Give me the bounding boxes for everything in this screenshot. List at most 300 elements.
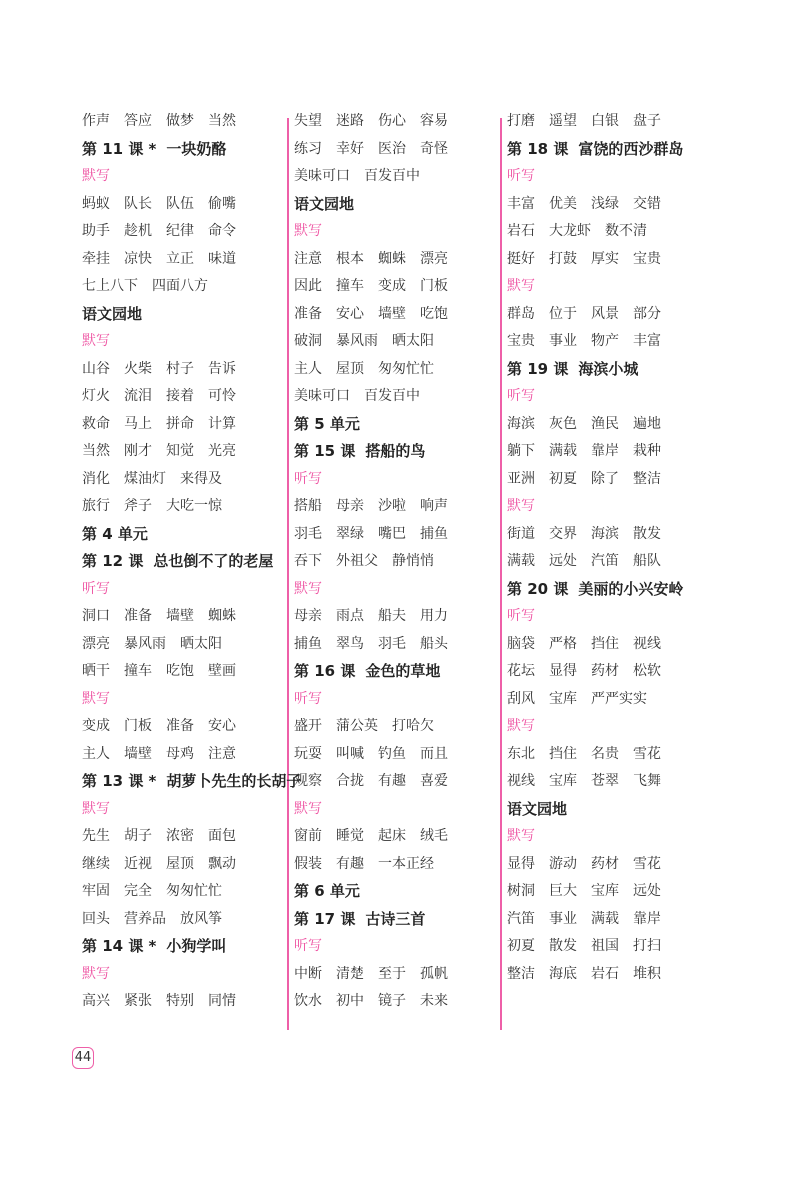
- word-item: 屋顶: [166, 855, 194, 872]
- word-item: 优美: [549, 195, 577, 212]
- word-item: 起床: [378, 828, 406, 844]
- word-item: 马上: [124, 415, 152, 432]
- word-item: 浅绿: [591, 195, 619, 212]
- word-item: 百发百中: [364, 168, 420, 184]
- word-item: 撞车: [124, 663, 152, 679]
- word-item: 告诉: [208, 360, 236, 377]
- word-item: 煤油灯: [124, 470, 166, 487]
- word-item: 可怜: [208, 388, 236, 404]
- lesson-heading: [82, 768, 302, 796]
- lesson-heading: [507, 576, 717, 604]
- word-item: 整洁: [633, 470, 661, 487]
- word-item: 翠绿: [336, 525, 364, 542]
- word-row: [294, 521, 494, 549]
- word-item: 吃饱: [166, 663, 194, 679]
- word-item: 满载: [591, 910, 619, 927]
- word-item: 趁机: [124, 223, 152, 239]
- word-item: 搭船: [294, 498, 322, 514]
- word-item: 容易: [420, 113, 448, 129]
- word-item: 海滨: [591, 525, 619, 542]
- word-item: 汽笛: [507, 910, 535, 927]
- word-item: 主人: [294, 360, 322, 377]
- word-item: 漂亮: [82, 635, 110, 652]
- word-item: 饮水: [294, 993, 322, 1009]
- word-item: 漂亮: [420, 250, 448, 267]
- word-item: 雪花: [633, 745, 661, 762]
- word-item: 洞口: [82, 608, 110, 624]
- exercise-mode-label: 默写: [82, 333, 110, 349]
- word-item: 视线: [633, 635, 661, 652]
- lesson-heading: [82, 548, 282, 576]
- word-item: 来得及: [180, 470, 222, 487]
- word-item: 宝库: [549, 773, 577, 789]
- word-item: 晒太阳: [392, 333, 434, 349]
- word-item: 雨点: [336, 608, 364, 624]
- word-row: [82, 246, 282, 274]
- word-row: [294, 328, 494, 356]
- word-item: 山谷: [82, 360, 110, 377]
- word-item: 伤心: [378, 113, 406, 129]
- word-item: 挡住: [591, 635, 619, 652]
- word-item: 蜘蛛: [378, 250, 406, 267]
- word-item: 响声: [420, 498, 448, 514]
- word-item: 知觉: [166, 443, 194, 459]
- column-1: [82, 108, 302, 1016]
- word-row: [82, 356, 282, 384]
- word-item: 白银: [591, 113, 619, 129]
- word-item: 消化: [82, 470, 110, 487]
- word-item: 丰富: [633, 333, 661, 349]
- word-item: 满载: [507, 553, 535, 569]
- exercise-mode-label: 默写: [82, 168, 110, 184]
- word-row: [507, 301, 717, 329]
- word-row: [294, 631, 494, 659]
- word-item: 盘子: [633, 113, 661, 129]
- column-divider: [500, 118, 502, 1030]
- word-item: 叫喊: [336, 745, 364, 762]
- word-item: 数不清: [605, 223, 647, 239]
- exercise-mode-label: 默写: [82, 690, 110, 707]
- word-item: 一本正经: [378, 855, 434, 872]
- word-item: 渔民: [591, 415, 619, 432]
- word-item: 失望: [294, 113, 322, 129]
- word-item: 特别: [166, 993, 194, 1009]
- word-item: 汽笛: [591, 553, 619, 569]
- word-item: 东北: [507, 745, 535, 762]
- word-item: 显得: [507, 855, 535, 872]
- word-item: 变成: [378, 278, 406, 294]
- word-item: 暴风雨: [124, 635, 166, 652]
- lesson-title: 总也倒不了的老屋: [153, 552, 274, 570]
- word-row: [507, 933, 717, 961]
- word-item: 母亲: [294, 608, 322, 624]
- word-item: 堆积: [633, 965, 661, 982]
- word-item: 同情: [208, 993, 236, 1009]
- word-item: 翠鸟: [336, 635, 364, 652]
- word-row: [507, 521, 717, 549]
- lesson-title: 一块奶酪: [166, 139, 227, 158]
- lesson-heading: [294, 658, 494, 686]
- word-row: [82, 851, 282, 879]
- word-item: 计算: [208, 415, 236, 432]
- lesson-number: 第 19 课: [507, 359, 569, 378]
- word-item: 作声: [82, 113, 110, 129]
- word-row: [82, 713, 282, 741]
- word-item: 遥望: [549, 113, 577, 129]
- word-item: 牢固: [82, 883, 110, 899]
- word-item: 根本: [336, 250, 364, 267]
- lesson-heading: [294, 438, 494, 466]
- word-item: 吞下: [294, 553, 322, 569]
- word-item: 宝库: [549, 690, 577, 707]
- word-item: 练习: [294, 140, 322, 157]
- word-row: [294, 136, 494, 164]
- word-item: 厚实: [591, 250, 619, 267]
- word-item: 飞舞: [633, 773, 661, 789]
- word-item: 当然: [208, 113, 236, 129]
- word-item: 七上八下: [82, 278, 138, 294]
- word-item: 部分: [633, 305, 661, 322]
- word-item: 百发百中: [364, 388, 420, 404]
- word-item: 有趣: [336, 855, 364, 872]
- word-item: 四面八方: [152, 278, 208, 294]
- word-item: 救命: [82, 415, 110, 432]
- lesson-number: 第 13 课 *: [82, 772, 157, 790]
- lesson-title: 古诗三首: [365, 909, 426, 928]
- word-item: 光亮: [208, 443, 236, 459]
- exercise-mode-label: 听写: [294, 938, 322, 954]
- exercise-mode-label: 默写: [82, 800, 110, 817]
- word-item: 雪花: [633, 855, 661, 872]
- lesson-heading: [507, 356, 717, 384]
- word-item: 助手: [82, 223, 110, 239]
- word-row: [82, 878, 282, 906]
- word-item: 药材: [591, 663, 619, 679]
- word-item: 除了: [591, 470, 619, 487]
- word-item: 苍翠: [591, 773, 619, 789]
- word-item: 交错: [633, 195, 661, 212]
- word-item: 事业: [549, 910, 577, 927]
- word-item: 大吃一惊: [166, 498, 222, 514]
- word-item: 面包: [208, 828, 236, 844]
- word-item: 高兴: [82, 993, 110, 1009]
- word-row: [294, 548, 494, 576]
- word-item: 树洞: [507, 883, 535, 899]
- word-item: 墙壁: [166, 608, 194, 624]
- word-item: 注意: [294, 250, 322, 267]
- word-item: 靠岸: [591, 443, 619, 459]
- word-item: 钓鱼: [378, 745, 406, 762]
- word-item: 严严实实: [591, 690, 647, 707]
- word-item: 放风筝: [180, 910, 222, 927]
- word-row: [507, 108, 717, 136]
- word-item: 灰色: [549, 415, 577, 432]
- word-item: 旅行: [82, 498, 110, 514]
- exercise-mode-label: 听写: [507, 168, 535, 184]
- word-row: [507, 851, 717, 879]
- word-item: 松软: [633, 663, 661, 679]
- word-row: [294, 108, 494, 136]
- word-item: 队伍: [166, 195, 194, 212]
- word-item: 飘动: [208, 855, 236, 872]
- exercise-mode-label: 默写: [294, 580, 322, 597]
- word-item: 挺好: [507, 250, 535, 267]
- word-row: [294, 713, 494, 741]
- column-divider: [287, 118, 289, 1030]
- word-item: 偷嘴: [208, 195, 236, 212]
- word-item: 喜爱: [420, 773, 448, 789]
- word-item: 迷路: [336, 113, 364, 129]
- lesson-heading: [82, 933, 282, 961]
- lesson-title: 金色的草地: [365, 662, 441, 680]
- word-row: [507, 438, 717, 466]
- word-item: 宝贵: [633, 250, 661, 267]
- word-item: 准备: [166, 718, 194, 734]
- word-item: 名贵: [591, 745, 619, 762]
- word-item: 玩耍: [294, 745, 322, 762]
- word-item: 散发: [633, 525, 661, 542]
- word-row: [294, 988, 494, 1016]
- word-item: 医治: [378, 140, 406, 157]
- word-item: 初夏: [507, 938, 535, 954]
- word-item: 风景: [591, 305, 619, 322]
- word-row: [294, 356, 494, 384]
- exercise-mode-label: 默写: [507, 828, 535, 844]
- word-item: 满载: [549, 443, 577, 459]
- word-item: 蚂蚁: [82, 195, 110, 212]
- word-item: 祖国: [591, 938, 619, 954]
- lesson-number: 第 18 课: [507, 139, 569, 158]
- word-item: 安心: [208, 718, 236, 734]
- word-row: [294, 163, 494, 191]
- word-item: 准备: [124, 608, 152, 624]
- word-item: 队长: [124, 195, 152, 212]
- exercise-mode-label: 默写: [294, 223, 322, 239]
- word-item: 斧子: [124, 498, 152, 514]
- lesson-title: 富饶的西沙群岛: [578, 139, 684, 158]
- word-item: 做梦: [166, 113, 194, 129]
- word-item: 群岛: [507, 305, 535, 322]
- word-item: 打磨: [507, 113, 535, 129]
- unit-heading: 第 4 单元: [82, 524, 148, 543]
- word-item: 宝库: [591, 883, 619, 899]
- word-item: 近视: [124, 855, 152, 872]
- word-item: 靠岸: [633, 910, 661, 927]
- word-row: [82, 273, 282, 301]
- word-row: [294, 273, 494, 301]
- page-number: 44: [72, 1047, 94, 1069]
- exercise-mode-label: 默写: [507, 278, 535, 294]
- word-item: 遍地: [633, 415, 661, 432]
- word-row: [294, 603, 494, 631]
- word-item: 安心: [336, 305, 364, 322]
- word-item: 凉快: [124, 250, 152, 267]
- unit-heading: 第 5 单元: [294, 414, 360, 433]
- word-item: 立正: [166, 250, 194, 267]
- word-item: 因此: [294, 278, 322, 294]
- word-item: 散发: [549, 938, 577, 954]
- word-item: 静悄悄: [392, 553, 434, 569]
- column-2: [294, 108, 494, 1016]
- word-item: 答应: [124, 113, 152, 129]
- word-item: 位于: [549, 305, 577, 322]
- word-row: [294, 851, 494, 879]
- lesson-heading: [294, 906, 494, 934]
- word-row: [82, 603, 282, 631]
- word-item: 严格: [549, 635, 577, 652]
- word-row: [82, 438, 282, 466]
- exercise-mode-label: 默写: [294, 800, 322, 817]
- section-heading: 语文园地: [507, 799, 568, 818]
- word-item: 门板: [124, 718, 152, 734]
- word-item: 挡住: [549, 745, 577, 762]
- word-item: 初夏: [549, 470, 577, 487]
- word-row: [294, 246, 494, 274]
- word-row: [507, 741, 717, 769]
- word-row: [507, 246, 717, 274]
- word-item: 奇怪: [420, 140, 448, 157]
- word-item: 晒太阳: [180, 635, 222, 652]
- word-item: 假装: [294, 855, 322, 872]
- word-item: 远处: [633, 883, 661, 899]
- exercise-mode-label: 听写: [82, 580, 110, 597]
- word-item: 有趣: [378, 773, 406, 789]
- word-item: 幸好: [336, 140, 364, 157]
- word-item: 中断: [294, 965, 322, 982]
- word-item: 蒲公英: [336, 718, 378, 734]
- word-item: 游动: [549, 855, 577, 872]
- word-item: 事业: [549, 333, 577, 349]
- word-item: 绒毛: [420, 828, 448, 844]
- word-item: 当然: [82, 443, 110, 459]
- word-item: 门板: [420, 278, 448, 294]
- word-item: 丰富: [507, 195, 535, 212]
- word-item: 捕鱼: [294, 635, 322, 652]
- word-item: 刚才: [124, 443, 152, 459]
- word-item: 视线: [507, 773, 535, 789]
- word-item: 撞车: [336, 278, 364, 294]
- word-row: [82, 988, 282, 1016]
- word-item: 营养品: [124, 910, 166, 927]
- lesson-title: 搭船的鸟: [365, 442, 426, 460]
- word-item: 墙壁: [124, 745, 152, 762]
- word-item: 药材: [591, 855, 619, 872]
- exercise-mode-label: 听写: [507, 388, 535, 404]
- word-item: 船夫: [378, 608, 406, 624]
- word-item: 整洁: [507, 965, 535, 982]
- word-item: 吃饱: [420, 305, 448, 322]
- word-item: 栽种: [633, 443, 661, 459]
- lesson-heading: [82, 136, 282, 164]
- word-item: 蜘蛛: [208, 608, 236, 624]
- lesson-number: 第 20 课: [507, 579, 569, 598]
- word-row: [294, 301, 494, 329]
- lesson-title: 小狗学叫: [166, 937, 227, 955]
- word-item: 镜子: [378, 993, 406, 1009]
- word-item: 打扫: [633, 938, 661, 954]
- exercise-mode-label: 默写: [507, 498, 535, 514]
- exercise-mode-label: 默写: [82, 965, 110, 982]
- word-row: [507, 466, 717, 494]
- lesson-title: 海滨小城: [578, 359, 639, 378]
- word-item: 墙壁: [378, 305, 406, 322]
- word-item: 注意: [208, 745, 236, 762]
- section-heading: 语文园地: [82, 304, 143, 323]
- word-item: 脑袋: [507, 635, 535, 652]
- word-row: [82, 658, 282, 686]
- word-item: 海底: [549, 965, 577, 982]
- lesson-number: 第 15 课: [294, 442, 356, 460]
- word-row: [294, 961, 494, 989]
- lesson-title: 胡萝卜先生的长胡子: [166, 772, 302, 790]
- word-item: 村子: [166, 360, 194, 377]
- word-item: 先生: [82, 828, 110, 844]
- word-row: [294, 493, 494, 521]
- word-item: 匆匆忙忙: [378, 360, 434, 377]
- word-row: [82, 466, 282, 494]
- word-item: 灯火: [82, 388, 110, 404]
- unit-heading: 第 6 单元: [294, 882, 360, 900]
- lesson-heading: [507, 136, 717, 164]
- word-item: 母亲: [336, 498, 364, 514]
- word-item: 胡子: [124, 828, 152, 844]
- word-item: 至于: [378, 965, 406, 982]
- word-item: 大龙虾: [549, 223, 591, 239]
- word-row: [294, 383, 494, 411]
- word-item: 岩石: [591, 965, 619, 982]
- word-row: [294, 823, 494, 851]
- word-item: 准备: [294, 305, 322, 322]
- word-item: 牵挂: [82, 250, 110, 267]
- word-row: [294, 768, 494, 796]
- lesson-number: 第 14 课 *: [82, 937, 157, 955]
- word-item: 完全: [124, 883, 152, 899]
- word-row: [507, 658, 717, 686]
- word-item: 巨大: [549, 883, 577, 899]
- word-item: 外祖父: [336, 553, 378, 569]
- word-item: 合拢: [336, 773, 364, 789]
- word-row: [507, 878, 717, 906]
- word-row: [82, 631, 282, 659]
- word-item: 羽毛: [294, 525, 322, 542]
- word-item: 流泪: [124, 388, 152, 404]
- word-item: 匆匆忙忙: [166, 883, 222, 899]
- word-item: 物产: [591, 333, 619, 349]
- word-item: 显得: [549, 663, 577, 679]
- lesson-title: 美丽的小兴安岭: [578, 579, 684, 598]
- word-item: 亚洲: [507, 470, 535, 487]
- word-item: 而且: [420, 745, 448, 762]
- word-row: [82, 108, 282, 136]
- word-item: 纪律: [166, 223, 194, 239]
- word-row: [507, 686, 717, 714]
- word-item: 宝贵: [507, 333, 535, 349]
- word-row: [82, 741, 282, 769]
- word-item: 破洞: [294, 333, 322, 349]
- word-row: [507, 631, 717, 659]
- word-item: 暴风雨: [336, 333, 378, 349]
- word-item: 交界: [549, 525, 577, 542]
- word-row: [507, 191, 717, 219]
- column-3: [507, 108, 717, 988]
- word-item: 壁画: [208, 663, 236, 679]
- word-item: 屋顶: [336, 360, 364, 377]
- word-row: [82, 823, 282, 851]
- exercise-mode-label: 听写: [294, 470, 322, 487]
- word-item: 海滨: [507, 415, 535, 432]
- word-row: [82, 191, 282, 219]
- lesson-number: 第 12 课: [82, 552, 144, 570]
